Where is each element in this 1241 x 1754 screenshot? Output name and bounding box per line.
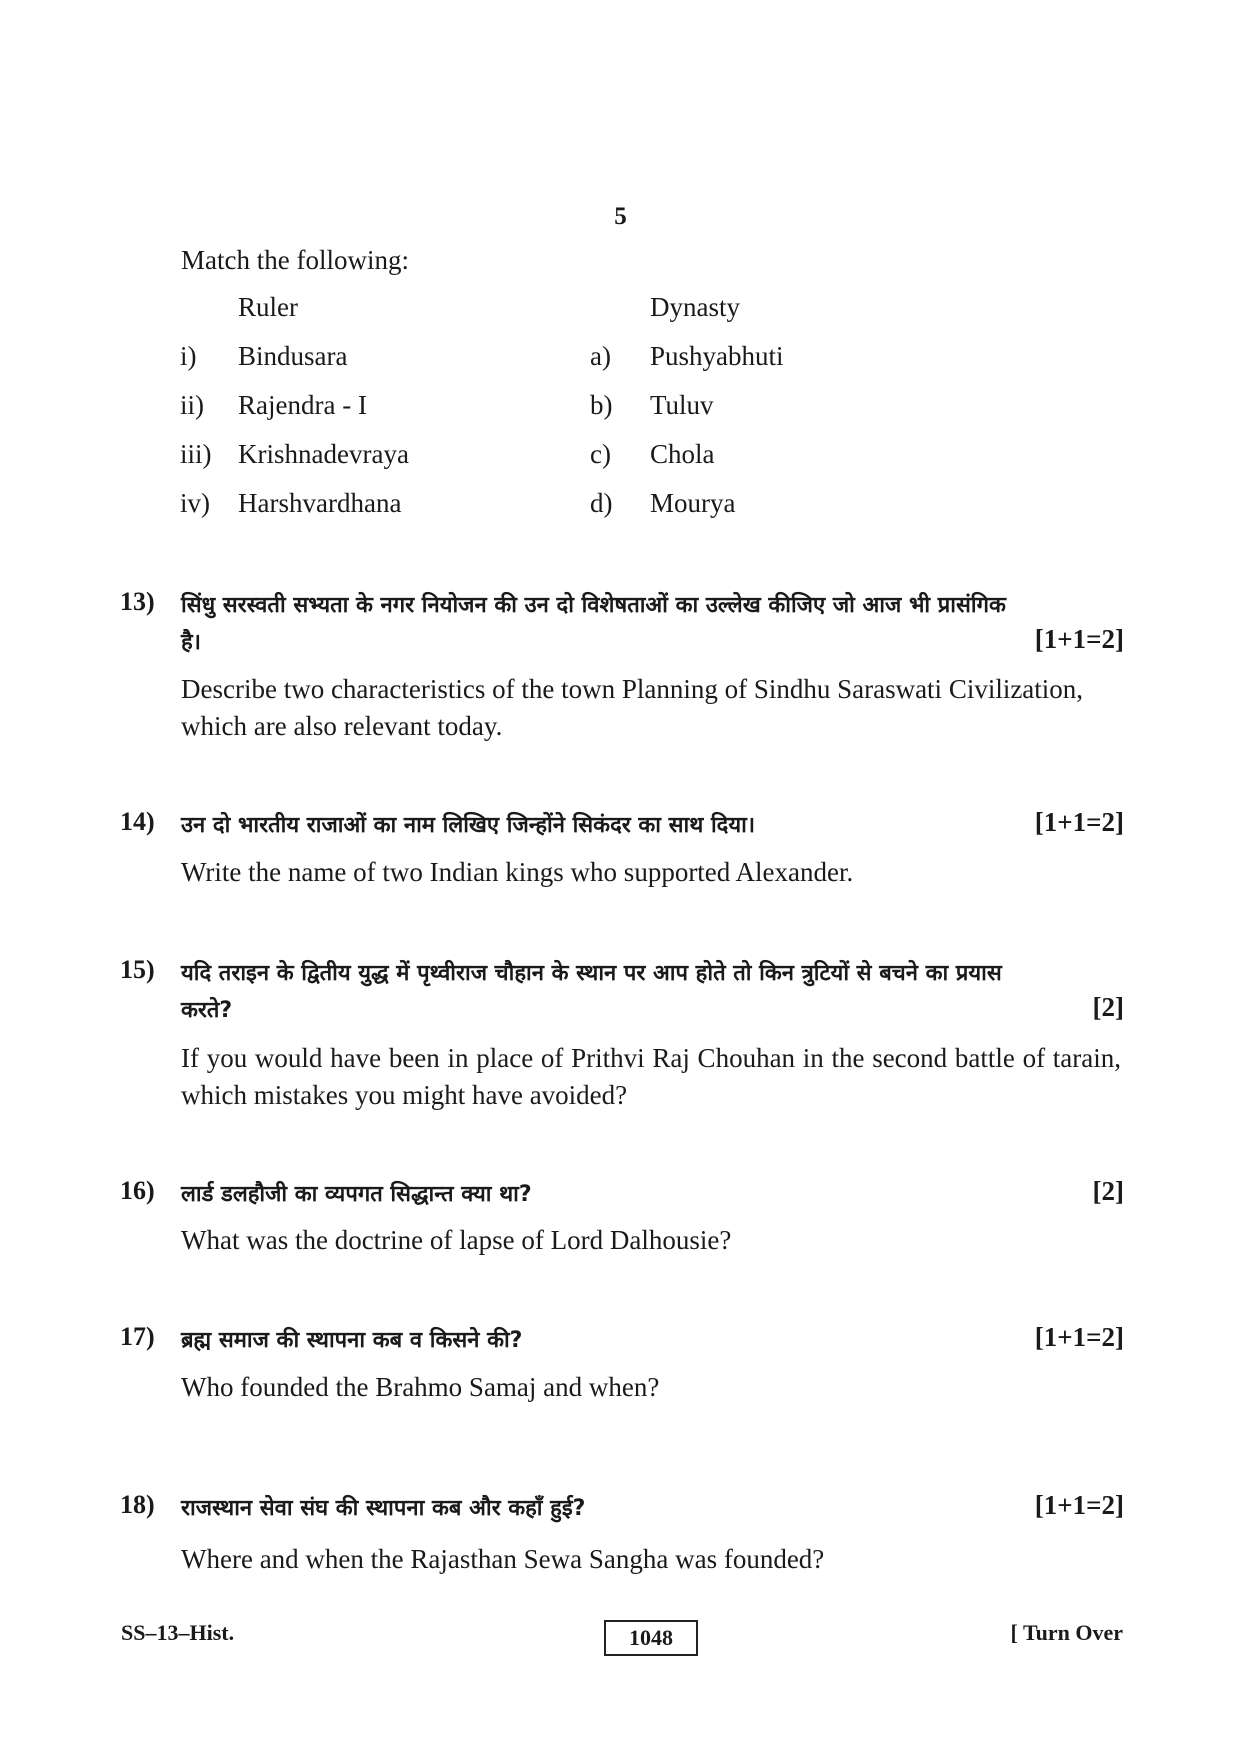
question-marks: [2] <box>1092 992 1124 1022</box>
question-hindi-text: ब्रह्म समाज की स्थापना कब व किसने की? <box>181 1328 523 1353</box>
question-marks: [2] <box>1092 1176 1124 1206</box>
question-number: 13) <box>120 587 155 616</box>
match-row-num: ii) <box>180 390 204 420</box>
match-row-letter: d) <box>590 488 613 518</box>
question-english-text: Who founded the Brahmo Samaj and when? <box>181 1372 660 1402</box>
match-row-dynasty: Tuluv <box>650 390 714 420</box>
match-row-ruler: Krishnadevraya <box>238 439 409 469</box>
match-row-letter: c) <box>590 439 611 469</box>
question-marks: [1+1=2] <box>1034 807 1124 837</box>
match-row-ruler: Harshvardhana <box>238 488 402 518</box>
question-marks: [1+1=2] <box>1034 1490 1124 1520</box>
match-row-letter: b) <box>590 390 613 420</box>
question-english-text: What was the doctrine of lapse of Lord Dalhousie? <box>181 1225 732 1255</box>
question-english-text: Where and when the Rajasthan Sewa Sangha was founded? <box>181 1544 825 1574</box>
page-number: 5 <box>614 203 627 230</box>
question-number: 16) <box>120 1176 155 1205</box>
match-row-dynasty: Mourya <box>650 488 736 518</box>
question-hindi-text: करते? <box>181 998 233 1023</box>
question-hindi-text: सिंधु सरस्वती सभ्यता के नगर नियोजन की उन दो विशेषताओं का उल्लेख कीजिए जो आज भी प्रासंगिक <box>181 593 1006 618</box>
question-hindi-text: है। <box>181 630 202 655</box>
match-row-dynasty: Chola <box>650 439 715 469</box>
question-number: 18) <box>120 1490 155 1519</box>
match-intro: Match the following: <box>181 245 409 275</box>
question-hindi-text: राजस्थान सेवा संघ की स्थापना कब और कहाँ हुई? <box>181 1496 586 1521</box>
match-col2-header: Dynasty <box>650 292 740 322</box>
question-english-text: Write the name of two Indian kings who supported Alexander. <box>181 857 854 887</box>
footer-page-code: 1048 <box>604 1620 698 1656</box>
match-row-num: iii) <box>180 439 212 469</box>
question-english-text: Describe two characteristics of the town Planning of Sindhu Saraswati Civilization, which are also relevant today. <box>181 674 1084 741</box>
match-row-letter: a) <box>590 341 611 371</box>
question-english-text: If you would have been in place of Prithvi Raj Chouhan in the second battle of tarain, which mistakes you might have avoided? <box>181 1043 1121 1110</box>
match-row-ruler: Rajendra - I <box>238 390 367 420</box>
question-number: 15) <box>120 955 155 984</box>
match-col1-header: Ruler <box>238 292 298 322</box>
question-number: 14) <box>120 807 155 836</box>
match-row-num: i) <box>180 341 197 371</box>
question-hindi-text: लार्ड डलहौजी का व्यपगत सिद्धान्त क्या था? <box>181 1182 532 1207</box>
question-hindi-text: यदि तराइन के द्वितीय युद्ध में पृथ्वीराज चौहान के स्थान पर आप होते तो किन त्रुटियों से बचने का प्रयास <box>181 961 1002 986</box>
match-row-dynasty: Pushyabhuti <box>650 341 784 371</box>
question-hindi-text: उन दो भारतीय राजाओं का नाम लिखिए जिन्होंने सिकंदर का साथ दिया। <box>181 813 756 838</box>
footer-paper-code: SS–13–Hist. <box>121 1620 235 1645</box>
question-number: 17) <box>120 1322 155 1351</box>
footer-turn-over: [ Turn Over <box>1010 1620 1123 1645</box>
question-marks: [1+1=2] <box>1034 1322 1124 1352</box>
match-row-num: iv) <box>180 488 210 518</box>
question-marks: [1+1=2] <box>1034 624 1124 654</box>
match-row-ruler: Bindusara <box>238 341 348 371</box>
